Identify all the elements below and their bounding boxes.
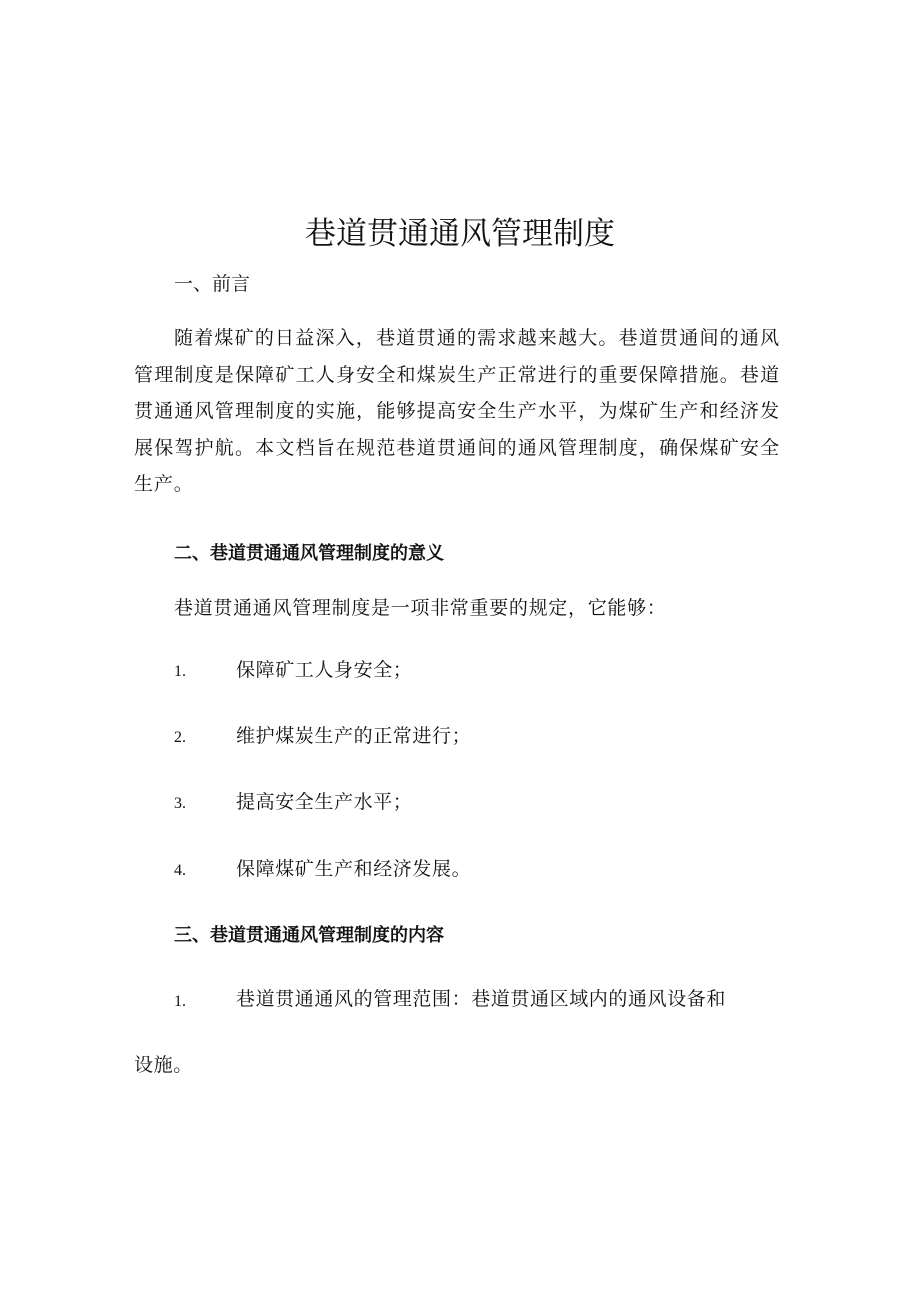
document-title: 巷道贯通通风管理制度 [305,216,615,252]
section-2-intro: 巷道贯通通风管理制度是一项非常重要的规定，它能够： [174,597,667,619]
list-item-number: 4. [174,862,186,879]
list-item: 维护煤炭生产的正常进行； [236,725,472,747]
list-item-number: 2. [174,729,186,746]
section-2-heading: 二、巷道贯通通风管理制度的意义 [174,543,444,564]
list-item: 巷道贯通通风的管理范围：巷道贯通区域内的通风设备和 [236,988,727,1010]
list-item: 保障矿工人身安全； [236,659,413,681]
list-item-continuation: 设施。 [134,1054,193,1076]
list-item-number: 3. [174,795,186,812]
section-1-paragraph: 随着煤矿的日益深入，巷道贯通的需求越来越大。巷道贯通间的通风管理制度是保障矿工人身安全和煤炭生产正常进行的重要保障措施。巷道贯通通风管理制度的实施，能够提高安全生产水平，为煤矿生产和经济发展保驾护航。本文档旨在规范巷道贯通间的通风管理制度，确保煤矿安全生产。 [134,327,780,495]
section-3-heading: 三、巷道贯通通风管理制度的内容 [174,925,444,946]
list-item-number: 1. [174,993,186,1010]
list-item: 提高安全生产水平； [236,791,413,813]
list-item: 保障煤矿生产和经济发展。 [236,858,472,880]
list-item-number: 1. [174,663,186,680]
section-1-heading: 一、前言 [174,273,251,295]
